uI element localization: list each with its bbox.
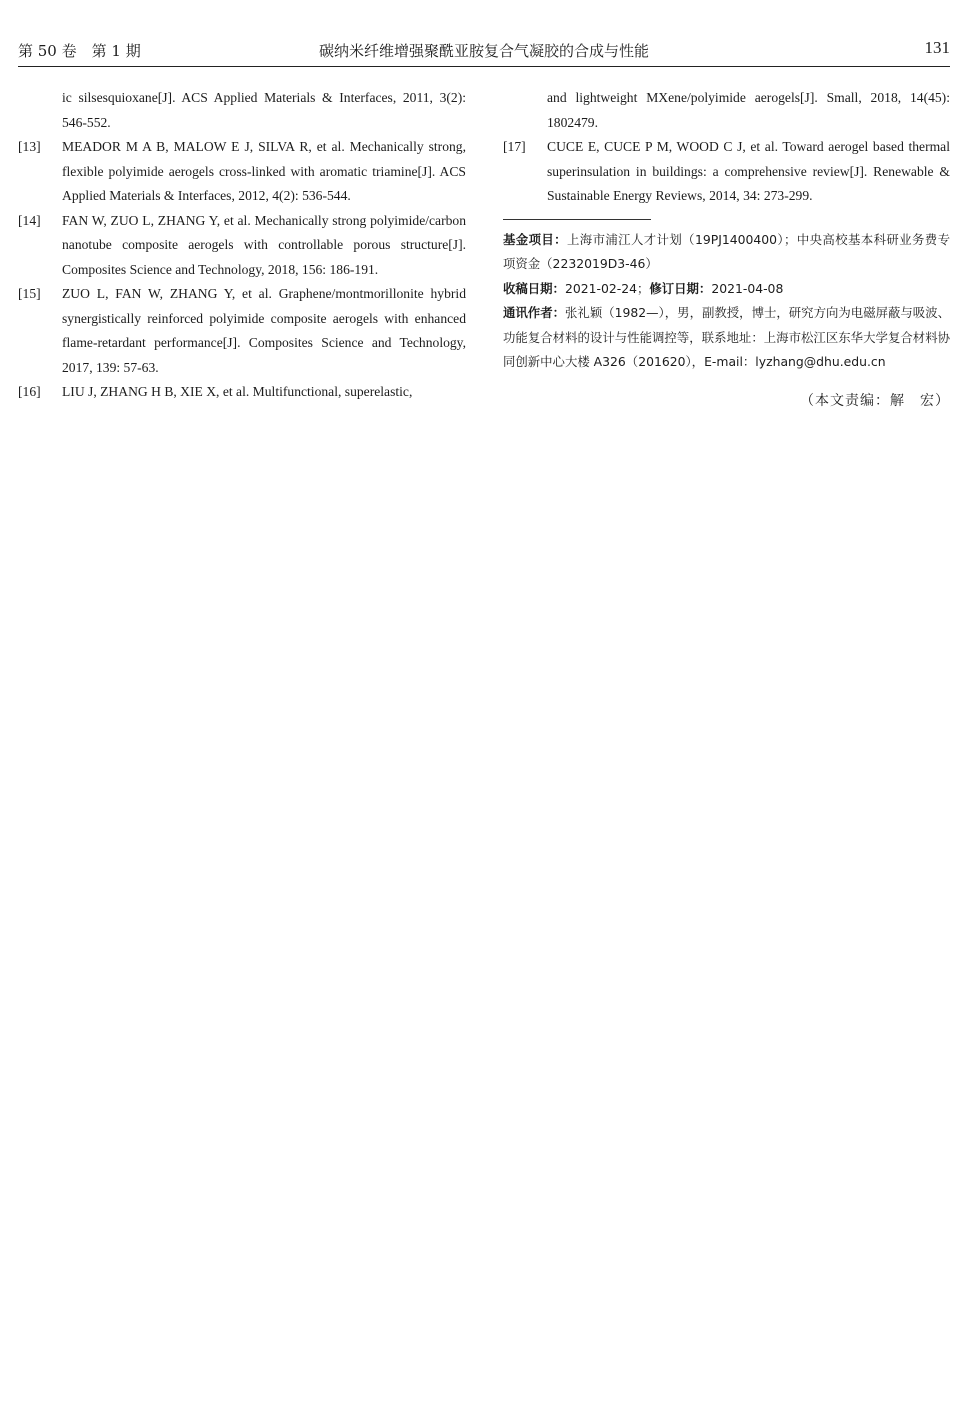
reference-16 <box>18 380 466 405</box>
page-number: 131 <box>924 38 950 57</box>
reference-text: ZUO L, FAN W, ZHANG Y, et al. Graphene/montmorillonite hybrid synergistically reinforced polyimide composite aerogels with enhanced flame-retardant performance[J]. Composites Science and Technology, 2017, 139: 57-63. <box>62 286 466 375</box>
running-title: 碳纳米纤维增强聚酰亚胺复合气凝胶的合成与性能 <box>318 42 649 60</box>
received-date: 2021-02-24； <box>564 280 650 296</box>
reference-14 <box>18 209 466 283</box>
revised-label: 修订日期： <box>649 280 712 296</box>
reference-number: [17] <box>503 139 526 154</box>
reference-number: [14] <box>18 212 41 228</box>
reference-number: [16] <box>18 384 41 399</box>
editor-note: （本文责编：解 宏） <box>800 392 950 409</box>
author-label: 通讯作者： <box>503 305 566 320</box>
fund-text: 上海市浦江人才计划（19PJ1400400）；中央高校基本科研业务费专项资金（2232019D3-46） <box>503 231 950 271</box>
reference-text: CUCE E, CUCE P M, WOOD C J, et al. Toward aerogel based thermal superinsulation in buildings: a comprehensive review[J]. Renewable & Sustainable Energy Reviews, 2014, 34: 273-299. <box>547 139 950 203</box>
reference-continuation: and lightweight MXene/polyimide aerogels[J]. Small, 2018, 14(45): 1802479. <box>547 90 950 130</box>
reference-13 <box>18 135 466 209</box>
page-header <box>18 38 950 67</box>
revised-date: 2021-04-08 <box>711 280 784 296</box>
reference-text: LIU J, ZHANG H B, XIE X, et al. Multifunctional, superelastic, <box>62 384 413 399</box>
fund-info <box>503 228 950 277</box>
journal-volume-issue: 第 50 卷 第 1 期 <box>18 42 141 60</box>
fund-label: 基金项目： <box>503 231 567 247</box>
reference-continuation: ic silsesquioxane[J]. ACS Applied Materials & Interfaces, 2011, 3(2): 546-552. <box>62 90 466 130</box>
references-right-column <box>503 86 950 413</box>
corresponding-author-info <box>503 301 950 375</box>
references-left-column <box>18 86 466 405</box>
reference-17 <box>503 135 950 209</box>
reference-text: MEADOR M A B, MALOW E J, SILVA R, et al. Mechanically strong, flexible polyimide aerogels cross-linked with aromatic triamine[J]. ACS Applied Materials & Interfaces, 2012, 4(2): 536-544. <box>62 139 466 203</box>
received-label: 收稿日期： <box>503 280 565 296</box>
reference-15 <box>18 282 466 380</box>
reference-number: [13] <box>18 139 41 154</box>
reference-text: FAN W, ZUO L, ZHANG Y, et al. Mechanically strong polyimide/carbon nanotube composite aerogels with controllable porous structure[J]. Composites Science and Technology, 2018, 156: 186-191. <box>62 212 466 277</box>
footnote-divider <box>503 219 651 220</box>
date-info <box>503 277 950 302</box>
author-text: 张礼颖（1982—），男，副教授，博士，研究方向为电磁屏蔽与吸波、功能复合材料的设计与性能调控等，联系地址：上海市松江区东华大学复合材料协同创新中心大楼 A326（201620），E-mail：lyzhang@dhu.edu.cn <box>503 305 950 369</box>
reference-number: [15] <box>18 286 41 301</box>
